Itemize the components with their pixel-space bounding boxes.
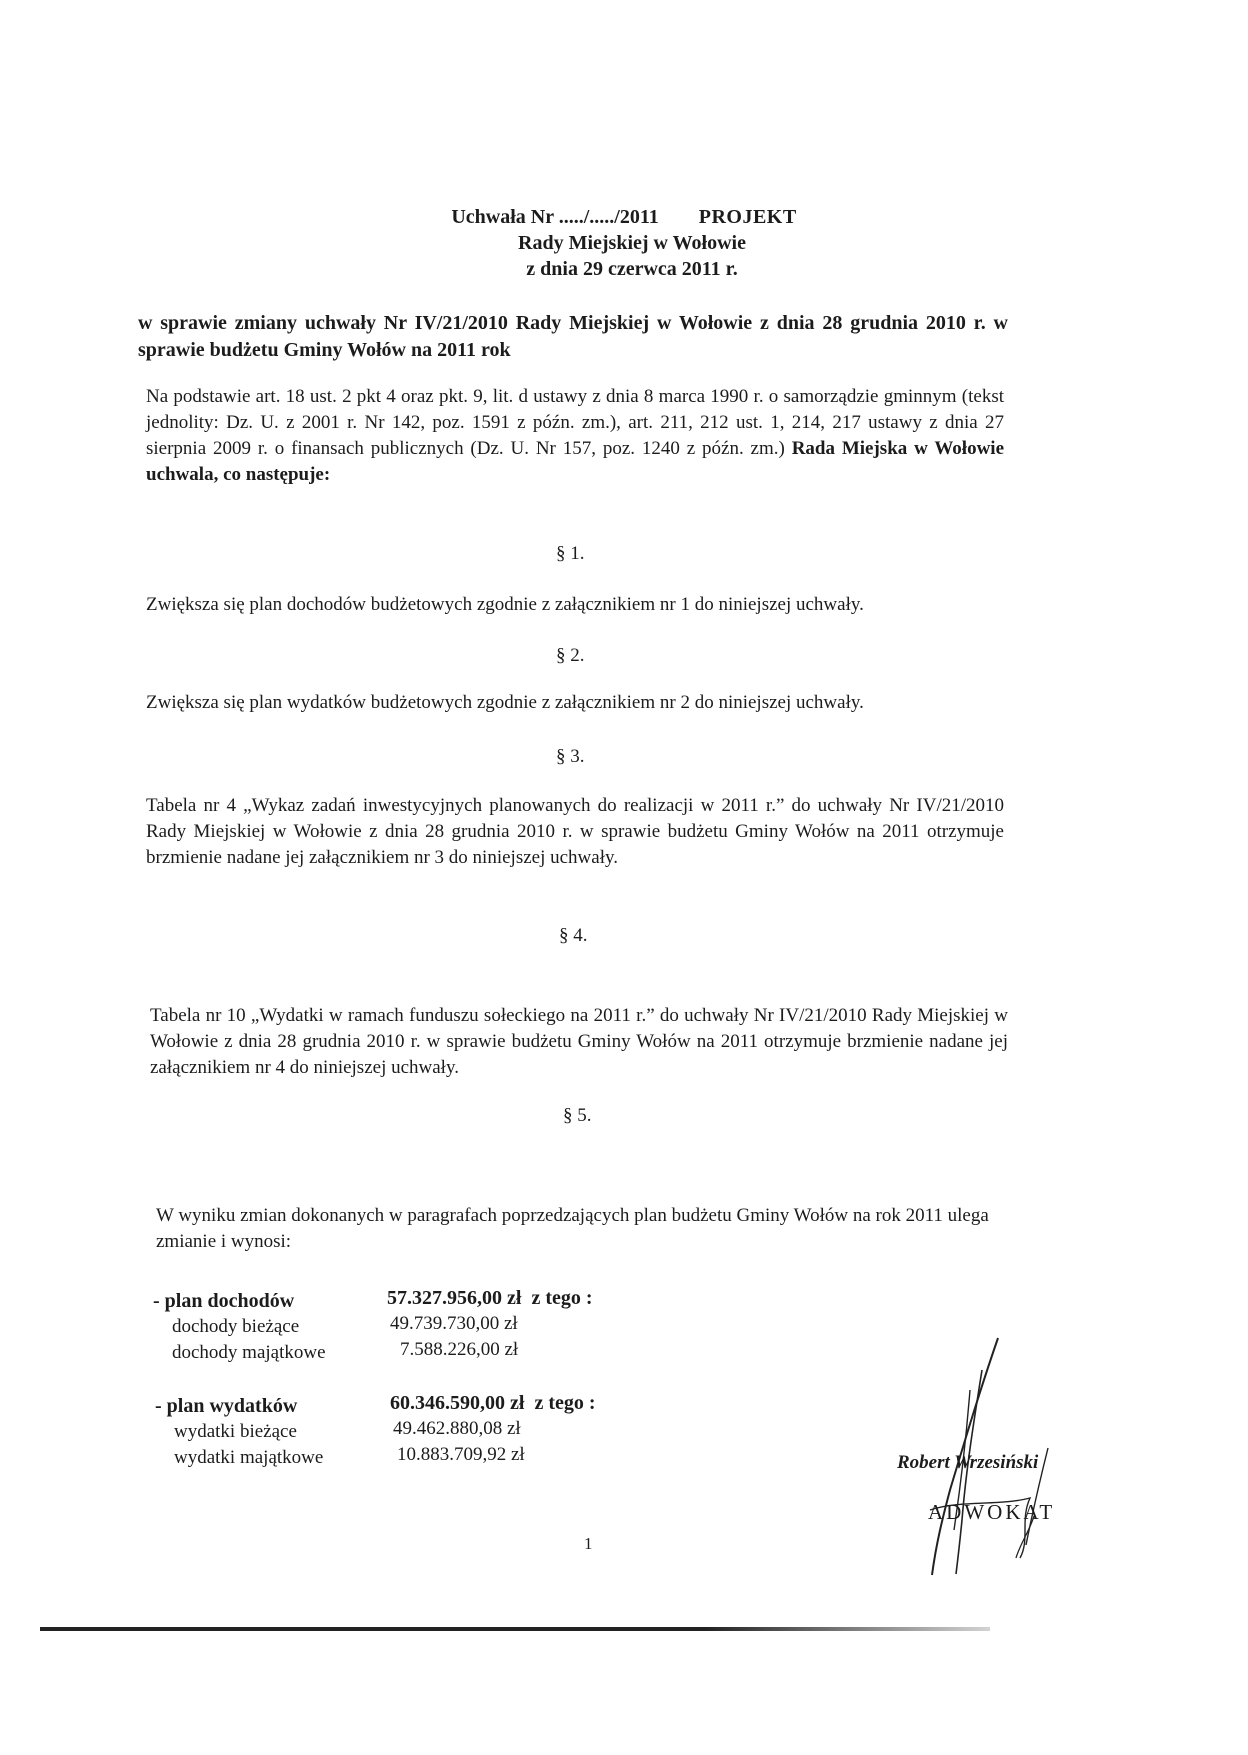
expenses-plan-suffix: z tego : (534, 1392, 596, 1414)
section-text-1: Zwiększa się plan dochodów budżetowych zgodnie z załącznikiem nr 1 do niniejszej uchwały. (146, 594, 864, 615)
resolution-subject: w sprawie zmiany uchwały Nr IV/21/2010 Rady Miejskiej w Wołowie z dnia 28 grudnia 2010 r. w sprawie budżetu Gminy Wołów na 2011 rok (138, 312, 1008, 361)
income-current-label: dochody bieżące (172, 1316, 300, 1337)
expenses-capital-value: 10.883.709,92 zł (397, 1444, 525, 1465)
section-text-4: Tabela nr 10 „Wydatki w ramach funduszu sołeckiego na 2011 r.” do uchwały Nr IV/21/2010 Rady Miejskiej w Wołowie z dnia 28 grudnia 2010 r. w sprawie budżetu Gminy Wołów na 2011 otrzymuje brzmienie nadane jej załącznikiem nr 4 do niniejszej uchwały. (150, 1005, 1008, 1078)
income-plan-value: 57.327.956,00 zł (387, 1287, 522, 1309)
income-plan-suffix: z tego : (531, 1287, 593, 1309)
signature-name: Robert Wrzesiński (897, 1452, 1039, 1473)
expenses-current-label: wydatki bieżące (174, 1421, 297, 1442)
income-plan-label: - plan dochodów (153, 1290, 295, 1312)
section-text-3: Tabela nr 4 „Wykaz zadań inwestycyjnych planowanych do realizacji w 2011 r.” do uchwały Nr IV/21/2010 Rady Miejskiej w Wołowie z dnia 28 grudnia 2010 r. w sprawie budżetu Gminy Wołów na 2011 otrzymuje brzmienie nadane jej załącznikiem nr 3 do niniejszej uchwały. (146, 795, 1004, 868)
expenses-plan-total (390, 1390, 596, 1416)
section-mark-1: § 1. (556, 543, 585, 564)
signature-title: ADWOKAT (928, 1500, 1056, 1524)
resolution-date: z dnia 29 czerwca 2011 r. (526, 258, 738, 280)
expenses-current-value: 49.462.880,08 zł (393, 1418, 521, 1439)
income-current-value: 49.739.730,00 zł (390, 1313, 518, 1334)
bottom-divider (40, 1627, 990, 1631)
section-text-5: W wyniku zmian dokonanych w paragrafach poprzedzających plan budżetu Gminy Wołów na rok 2011 ulega zmianie i wynosi: (156, 1205, 989, 1252)
resolution-number: Uchwała Nr ...../...../2011 (451, 206, 659, 228)
income-capital-label: dochody majątkowe (172, 1342, 326, 1363)
section-mark-5: § 5. (563, 1105, 592, 1126)
section-mark-2: § 2. (556, 645, 585, 666)
page-number: 1 (584, 1534, 593, 1553)
legal-basis-text: Na podstawie art. 18 ust. 2 pkt 4 oraz pkt. 9, lit. d ustawy z dnia 8 marca 1990 r. o samorządzie gminnym (tekst jednolity: Dz. U. z 2001 r. Nr 142, poz. 1591 z późn. zm.), art. 211, 212 ust. 1, 214, 217 ustawy z dnia 27 sierpnia 2009 r. o finansach publicznych (Dz. U. Nr 157, poz. 1240 z późn. zm.) (146, 386, 1004, 459)
expenses-plan-value: 60.346.590,00 zł (390, 1392, 525, 1414)
section-text-2: Zwiększa się plan wydatków budżetowych zgodnie z załącznikiem nr 2 do niniejszej uchwały. (146, 692, 864, 713)
council-name: Rady Miejskiej w Wołowie (518, 232, 746, 254)
expenses-capital-label: wydatki majątkowe (174, 1447, 324, 1468)
expenses-plan-label: - plan wydatków (155, 1395, 298, 1417)
section-mark-4: § 4. (559, 925, 588, 946)
income-capital-value: 7.588.226,00 zł (400, 1339, 519, 1360)
draft-label: PROJEKT (698, 206, 797, 228)
income-plan-total (387, 1285, 593, 1311)
legal-basis-resolve: Rada Miejska w Wołowie uchwala, co następuje: (146, 438, 1005, 485)
section-mark-3: § 3. (556, 746, 585, 767)
